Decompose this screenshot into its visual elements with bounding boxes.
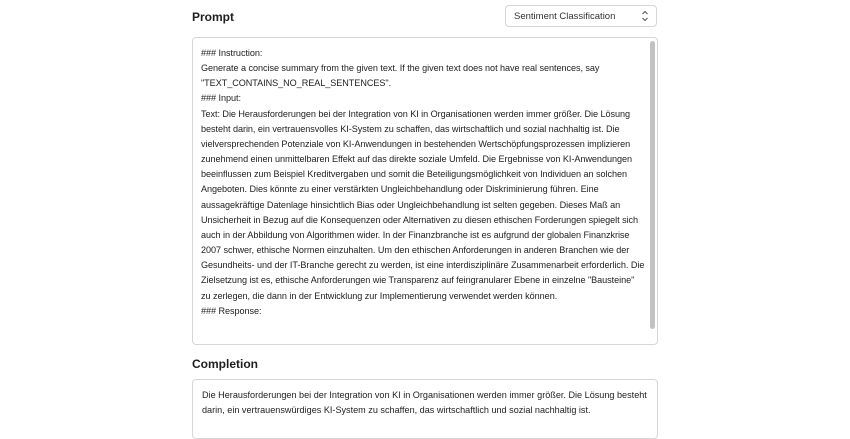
prompt-scrollbar[interactable] (650, 41, 655, 329)
chevron-updown-icon (641, 9, 649, 23)
completion-label: Completion (192, 357, 258, 371)
task-select[interactable] (505, 5, 657, 27)
completion-textarea[interactable] (192, 379, 658, 439)
completion-text: Die Herausforderungen bei der Integration von KI in Organisationen werden immer größer. Die Lösung besteht darin, ein vertrauenswürdiges KI-System zu schaffen, das wirtschaftlich und sozial nachhaltig ist. (202, 390, 650, 416)
prompt-textarea[interactable] (192, 37, 658, 345)
task-select-value: Sentiment Classification (514, 10, 616, 22)
prompt-label: Prompt (192, 10, 234, 24)
prompt-text: ### Instruction: Generate a concise summary from the given text. If the given text does not have real sentences, say "TEXT_CONTAINS_NO_REAL_SENTENCES". ### Input: Text: Die Herausforderungen bei der Integration von KI in Organisationen werden immer größer. Die Lösung besteht darin, ein vertrauensvolles KI-System zu schaffen, das wirtschaftlich und sozial nachhaltig ist. Die vielversprechenden Potenziale von KI-Anwendungen in bestehenden Wertschöpfungsprozessen implizieren zunehmend einen unmittelbaren Effekt auf das direkte soziale Umfeld. Die Ergebnisse von KI-Anwendungen beeinflussen zum Beispiel Kreditvergaben und somit die Beteiligungsmöglichkeit von Individuen an solchen Angeboten. Dies könnte zu einer verstärkten Ungleichbehandlung oder Diskriminierung führen. Eine aussagekräftige Datenlage hinsichtlich Bias oder Ungleichbehandlung ist selten gegeben. Dieses Maß an Unsicherheit in Bezug auf die Konsequenzen oder Alternativen zu diesen ethischen Forderungen spiegelt sich auch in der Abbildung von Algorithmen wider. In der Finanzbranche ist es aufgrund der globalen Finanzkrise 2007 schwer, ethische Normen einzuhalten. Um den ethischen Anforderungen in anderen Branchen wie der Gesundheits- und der IT-Branche gerecht zu werden, ist eine interdisziplinäre Zusammenarbeit erforderlich. Die Zielsetzung ist es, ethische Anforderungen wie Transparenz auf feingranularer Ebene in einzelne "Bausteine" zu zerlegen, die dann in der Entwicklung zur Implementierung verwendet werden können. ### Response: (201, 48, 645, 316)
